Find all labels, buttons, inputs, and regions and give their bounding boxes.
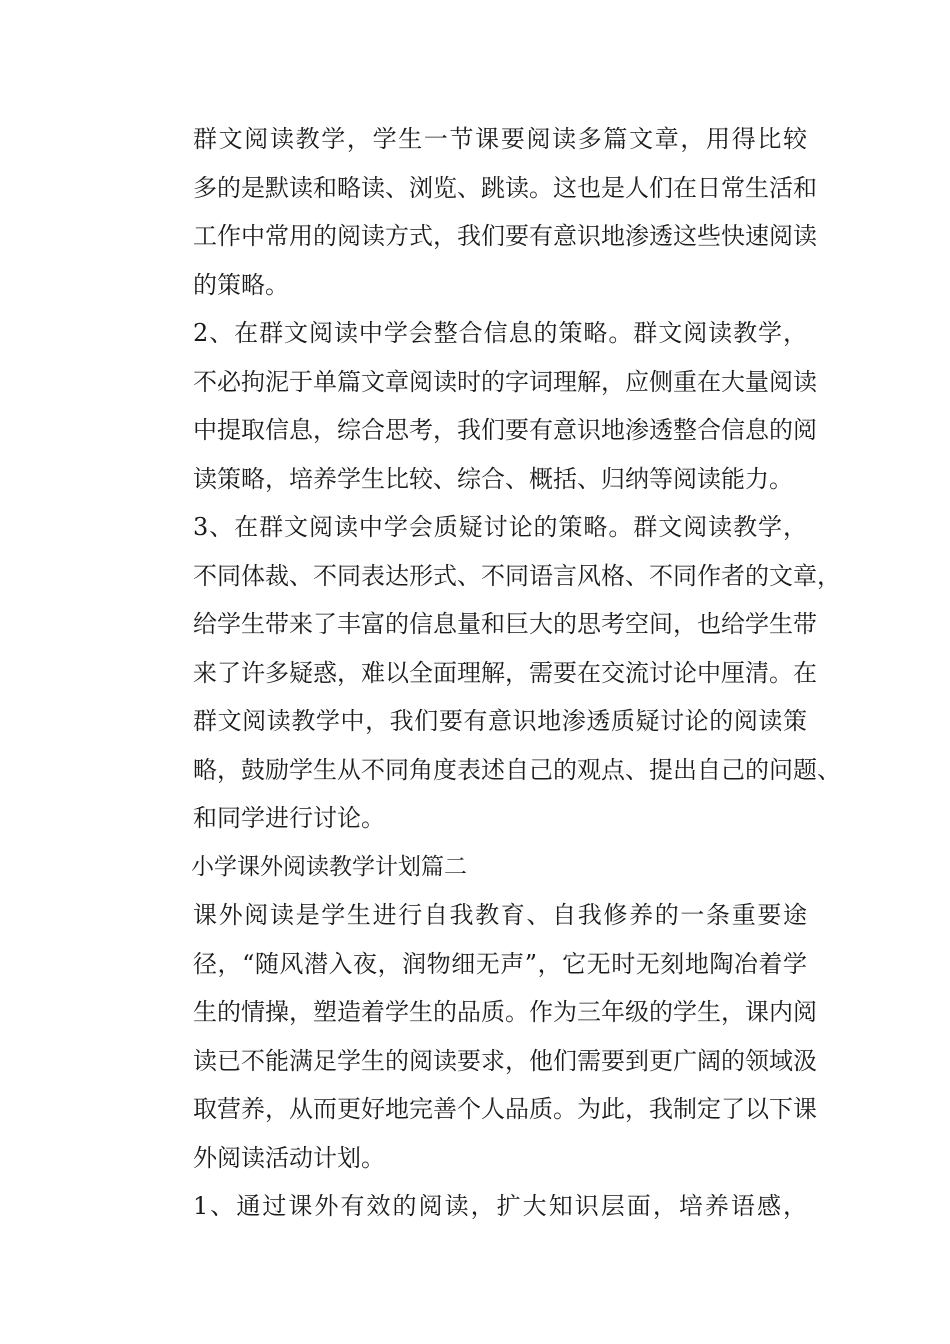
heading-text: 小学课外阅读教学计划篇二 (191, 853, 467, 880)
text-line: 1、通过课外有效的阅读，扩大知识层面，培养语感， (193, 1192, 807, 1220)
text-line: 读策略，培养学生比较、综合、概括、归纳等阅读能力。 (193, 464, 793, 493)
text-line: 略，鼓励学生从不同角度表述自己的观点、提出自己的问题、 (193, 755, 841, 784)
text-line: 外阅读活动计划。 (193, 1143, 385, 1172)
document-body (145, 115, 841, 1231)
text-line: 多的是默读和略读、浏览、跳读。这也是人们在日常生活和 (193, 173, 817, 202)
text-line: 来了许多疑惑，难以全面理解，需要在交流讨论中厘清。在 (193, 658, 817, 687)
text-line: 给学生带来了丰富的信息量和巨大的思考空间，也给学生带 (193, 610, 817, 638)
text-line: 工作中常用的阅读方式，我们要有意识地渗透这些快速阅读 (193, 222, 817, 250)
text-line: 群文阅读教学中，我们要有意识地渗透质疑讨论的阅读策 (193, 707, 807, 735)
text-line: 的策略。 (193, 270, 289, 299)
text-line: 径，“随风潜入夜，润物细无声”，它无时无刻地陶冶着学 (193, 949, 807, 978)
paragraph-2 (145, 309, 817, 503)
paragraph-5 (145, 1182, 807, 1231)
text-line: 取营养，从而更好地完善个人品质。为此，我制定了以下课 (193, 1095, 817, 1123)
text-line: 读已不能满足学生的阅读要求，他们需要到更广阔的领域汲 (193, 1046, 817, 1075)
text-line: 中提取信息，综合思考，我们要有意识地渗透整合信息的阅 (193, 416, 817, 444)
paragraph-4 (145, 891, 817, 1182)
paragraph-1 (145, 115, 817, 309)
text-line: 生的情操，塑造着学生的品质。作为三年级的学生，课内阅 (193, 998, 817, 1026)
text-line: 3、在群文阅读中学会质疑讨论的策略。群文阅读教学， (193, 513, 807, 541)
text-line: 群文阅读教学，学生一节课要阅读多篇文章，用得比较 (193, 125, 807, 153)
text-line: 2、在群文阅读中学会整合信息的策略。群文阅读教学， (193, 319, 807, 347)
paragraph-3 (145, 503, 841, 843)
text-line: 不必拘泥于单篇文章阅读时的字词理解，应侧重在大量阅读 (193, 367, 817, 396)
text-line: 和同学进行讨论。 (193, 804, 385, 832)
text-line: 不同体裁、不同表达形式、不同语言风格、不同作者的文章， (193, 561, 841, 590)
section-heading (145, 843, 807, 892)
text-line: 课外阅读是学生进行自我教育、自我修养的一条重要途 (193, 901, 807, 929)
